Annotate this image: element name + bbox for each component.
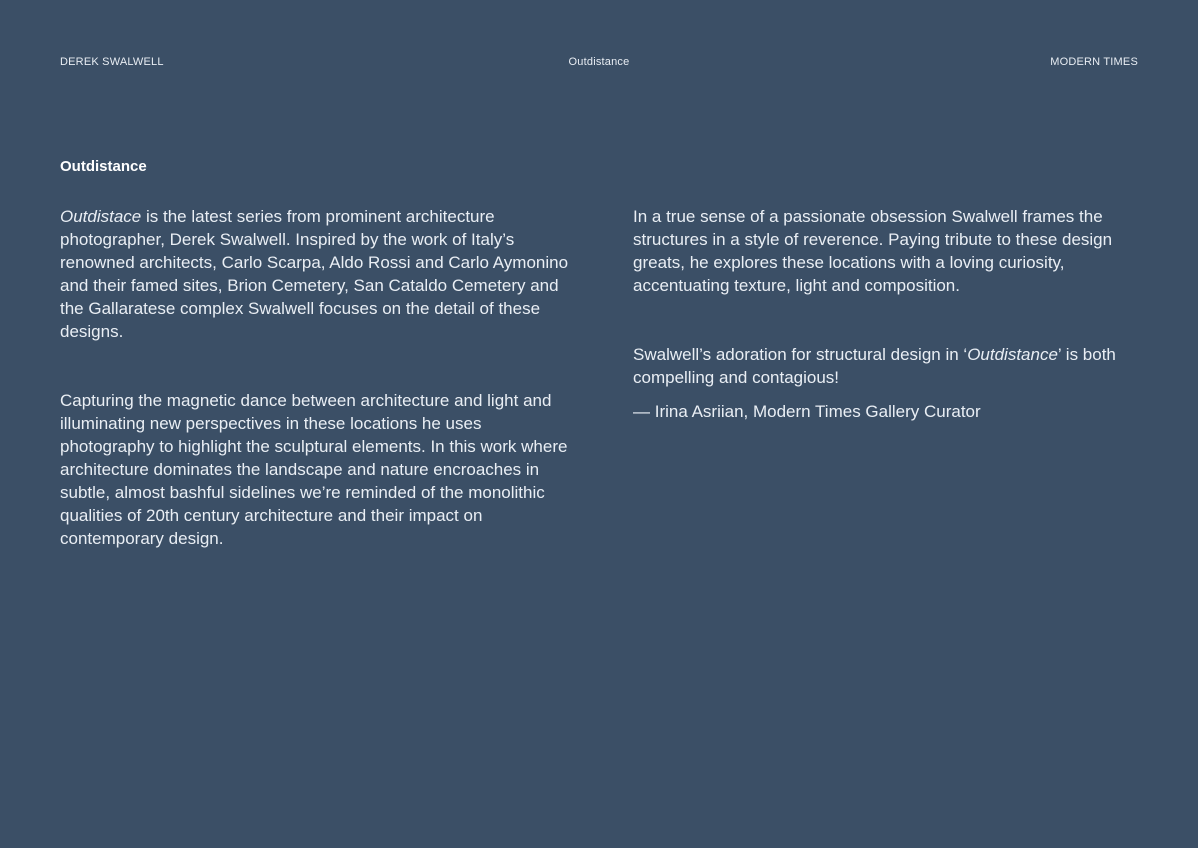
third-paragraph: In a true sense of a passionate obsession Swalwell frames the structures in a style of reverence. Paying tribute to these design greats, he explores these locations with a loving curiosity, accentuating texture, light and composition. [633,207,1113,295]
quote-series-title-italic: Outdistance [967,345,1058,364]
page-header [60,56,1138,70]
quote-attribution: — Irina Asriian, Modern Times Gallery Curator [633,402,981,421]
quote-paragraph [633,343,1138,389]
intro-paragraph [60,205,580,343]
second-paragraph: Capturing the magnetic dance between architecture and light and illuminating new perspectives in these locations he uses photography to highlight the sculptural elements. In this work where architecture dominates the landscape and nature encroaches in subtle, almost bashful sidelines we’re reminded of the monolithic qualities of 20th century architecture and their impact on contemporary design. [60,391,568,548]
intro-paragraph-text: is the latest series from prominent architecture photographer, Derek Swalwell. Inspired by the work of Italy’s renowned architects, Carlo Scarpa, Aldo Rossi and Carlo Aymonino and their famed sites, Brion Cemetery, San Cataldo Cemetery and the Gallaratese complex Swalwell focuses on the detail of these designs. [60,207,569,341]
right-column [633,205,1138,423]
section-title: Outdistance [60,158,147,175]
header-author: DEREK SWALWELL [60,56,164,68]
header-publication: MODERN TIMES [1050,56,1138,68]
header-title: Outdistance [568,56,630,68]
quote-text-before: Swalwell’s adoration for structural design in ‘ [633,345,968,364]
left-column [60,205,580,550]
quote-text-after: ’ is both compelling and contagious! [633,345,1116,387]
series-title-italic: Outdistace [60,207,142,226]
